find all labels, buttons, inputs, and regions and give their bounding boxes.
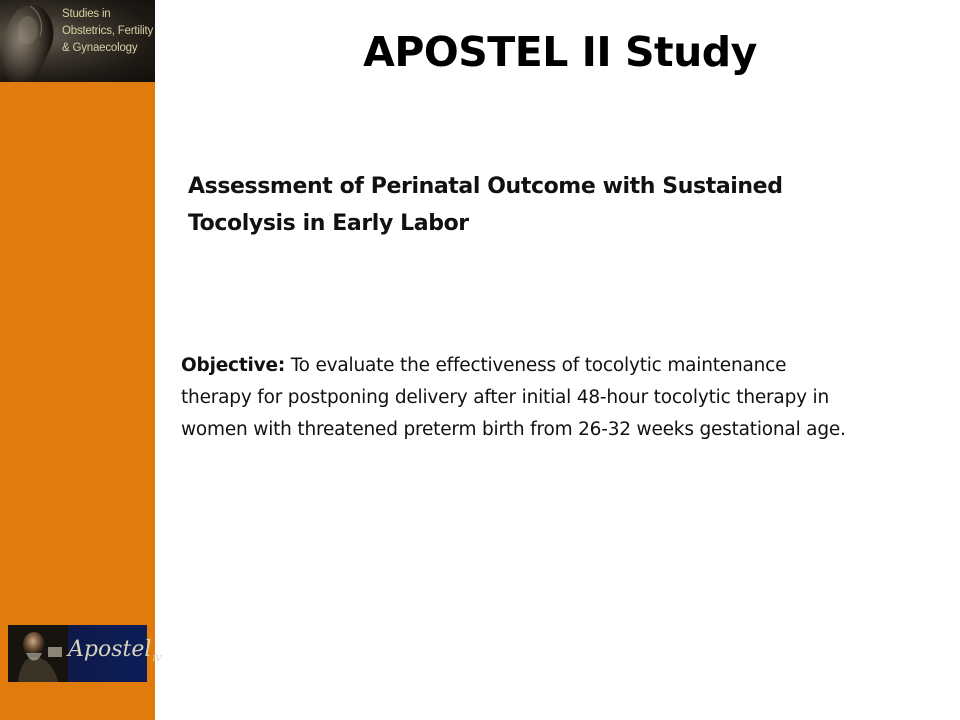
logo-line-1: Studies in [62, 8, 111, 20]
apostel-logo [8, 625, 162, 682]
apostle-portrait-icon [8, 625, 68, 682]
studies-logo [0, 0, 155, 82]
sidebar [0, 0, 162, 720]
objective-text: To evaluate the effectiveness of tocolytic maintenance therapy for postponing delivery after initial 48-hour tocolytic therapy in women with threatened preterm birth from 26-32 weeks gestational age. [181, 355, 846, 440]
slide-title: APOSTEL II Study [363, 28, 757, 76]
apostel-suffix: IV [152, 654, 162, 664]
logo-line-2: Obstetrics, Fertility [62, 25, 154, 37]
slide-subtitle: Assessment of Perinatal Outcome with Sustained Tocolysis in Early Labor [188, 174, 783, 236]
apostel-name: Apostel [68, 637, 152, 662]
objective-label: Objective: [181, 355, 286, 376]
objective-paragraph [181, 350, 851, 446]
logo-line-3: & Gynaecology [62, 42, 138, 54]
